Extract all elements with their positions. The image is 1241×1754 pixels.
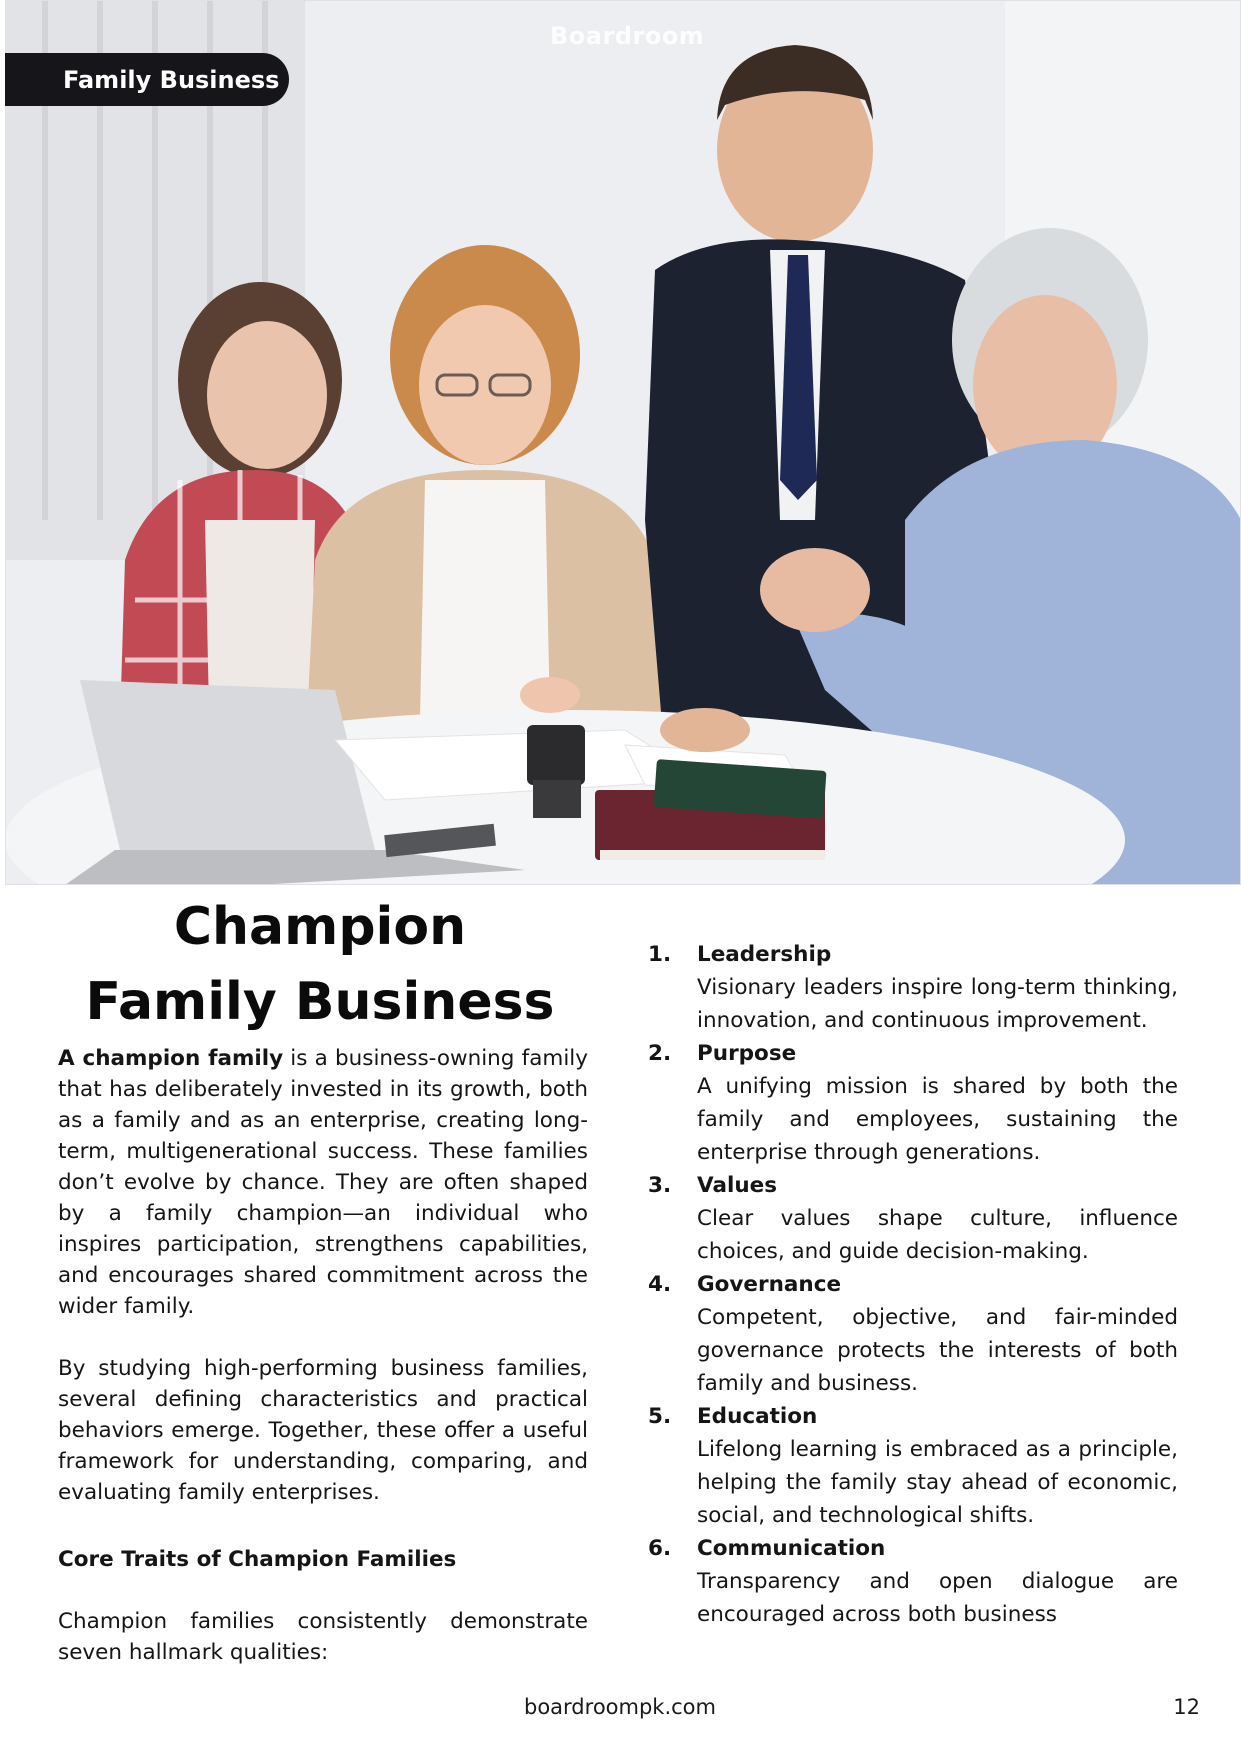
trait-description: Transparency and open dialogue are encouraged across both business: [697, 1569, 1178, 1627]
trait-number: 5.: [648, 1404, 672, 1429]
trait-item-leadership: [648, 938, 1178, 1037]
trait-name: Governance: [697, 1272, 842, 1297]
traits-list: [648, 938, 1178, 1631]
trait-name: Communication: [697, 1536, 886, 1561]
trait-item-governance: [648, 1268, 1178, 1400]
section-tag-label: Family Business: [63, 65, 280, 94]
trait-item-values: [648, 1169, 1178, 1268]
trait-number: 6.: [648, 1536, 672, 1561]
hero-photo: [5, 0, 1241, 885]
trait-name: Leadership: [697, 942, 832, 967]
trait-description: Lifelong learning is embraced as a principle, helping the family stay ahead of economic, social, and technological shifts.: [697, 1437, 1178, 1528]
framework-paragraph: By studying high-performing business families, several defining characteristics and practical behaviors emerge. Together, these offer a useful framework for understanding, comparing, and evaluating family enterprises.: [58, 1356, 588, 1505]
hallmark-paragraph: Champion families consistently demonstrate seven hallmark qualities:: [58, 1609, 588, 1665]
article-title-line2: Family Business: [85, 972, 555, 1032]
intro-paragraph: [58, 1043, 588, 1322]
intro-lead-text: is a business-owning family that has deliberately invested in its growth, both as a family and as an enterprise, creating long-term, multigenerational success. These families don’t evolve by chance. They are often shaped by a family champion—an individual who inspires participation, strengthens capabilities, and encourages shared commitment across the wider family.: [58, 1046, 588, 1319]
family-meeting-illustration: [5, 0, 1241, 885]
trait-number: 1.: [648, 942, 672, 967]
core-traits-subheading: Core Traits of Champion Families: [58, 1547, 457, 1572]
article-title: [40, 890, 600, 1040]
trait-description: Clear values shape culture, influence choices, and guide decision-making.: [697, 1206, 1178, 1264]
trait-description: Competent, objective, and fair-minded governance protects the interests of both family and business.: [697, 1305, 1178, 1396]
masthead-title: Boardroom: [550, 22, 705, 50]
trait-name: Values: [697, 1173, 778, 1198]
intro-lead-bold: A champion family: [58, 1046, 284, 1071]
trait-item-purpose: [648, 1037, 1178, 1169]
footer-website-link[interactable]: boardroompk.com: [524, 1695, 716, 1719]
trait-number: 2.: [648, 1041, 672, 1066]
left-column: [58, 1043, 588, 1668]
page-number: 12: [1173, 1695, 1200, 1719]
trait-number: 3.: [648, 1173, 672, 1198]
trait-item-education: [648, 1400, 1178, 1532]
trait-number: 4.: [648, 1272, 672, 1297]
trait-item-communication: [648, 1532, 1178, 1631]
trait-name: Education: [697, 1404, 818, 1429]
article-title-line1: Champion: [173, 897, 467, 957]
section-tag: [5, 53, 289, 106]
trait-name: Purpose: [697, 1041, 797, 1066]
trait-description: Visionary leaders inspire long-term thinking, innovation, and continuous improvement.: [697, 975, 1178, 1033]
trait-description: A unifying mission is shared by both the family and employees, sustaining the enterprise through generations.: [697, 1074, 1178, 1165]
